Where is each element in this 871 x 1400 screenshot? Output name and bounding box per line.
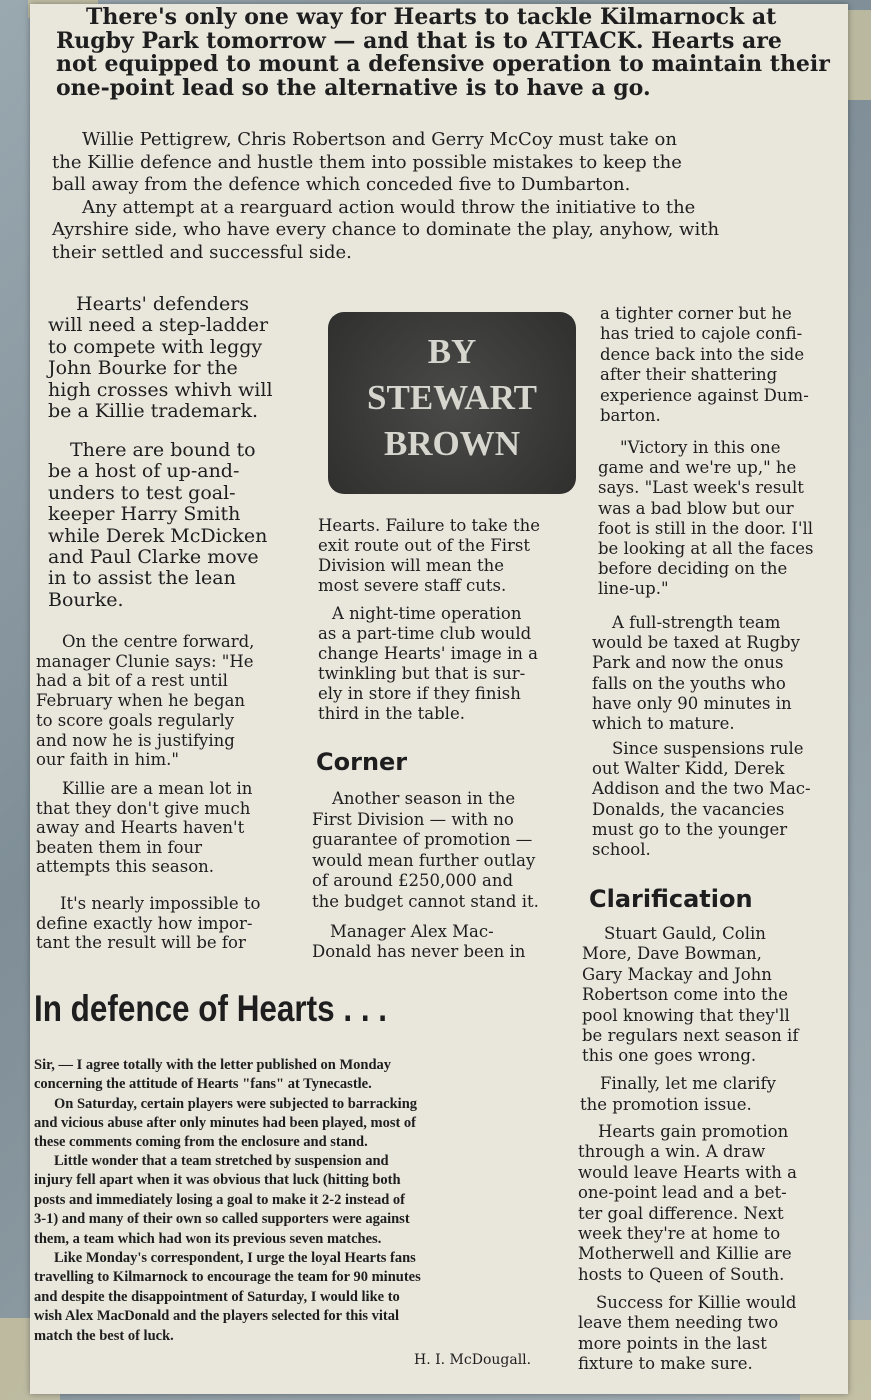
text-line: be a Killie trademark. [48,400,259,422]
text-line: Killie are a mean lot in [62,779,253,798]
newspaper-clipping [30,4,848,1394]
text-line: line-up." [598,579,669,599]
text-line: out Walter Kidd, Derek [592,759,785,779]
text-line: be a host of up-and- [48,460,240,483]
text-line: more points in the last [578,1333,767,1353]
text-line: beaten them in four [36,837,203,857]
text-line: school. [592,840,651,859]
text-line: travelling to Kilmarnock to encourage the team for 90 minutes [34,1269,421,1286]
text-line: Donald has never been in [312,942,526,961]
text-line: Motherwell and Killie are [578,1244,792,1264]
text-line: and Paul Clarke move [48,546,259,568]
text-line: Sir, — I agree totally with the letter published on Monday [34,1057,392,1073]
text-line: have only 90 minutes in [592,693,792,713]
text-line: to score goals regularly [36,710,235,730]
text-line: must go to the younger [592,819,788,839]
text-line: wish Alex MacDonald and the players selected for this vital [34,1308,400,1325]
text-line: our faith in him." [36,750,179,770]
text-line: Finally, let me clarify [600,1074,776,1093]
text-line: Hearts' defenders [76,293,250,315]
text-line: this one goes wrong. [582,1046,757,1066]
letter-signature: H. I. McDougall. [414,1352,532,1368]
letter-heading: In defence of Hearts . . . [34,988,388,1029]
byline-first-name: STEWART [367,378,537,417]
text-line: twinkling but that is sur- [318,664,526,683]
text-line: match the best of luck. [34,1327,174,1344]
text-line: Another season in the [332,789,516,808]
text-line: Robertson come into the [582,985,789,1005]
text-line: falls on the youths who [592,673,786,693]
text-line: and despite the disappointment of Saturday, I would like to [34,1288,400,1305]
text-line: unders to test goal- [48,481,236,504]
text-line: There are bound to [70,439,256,461]
text-line: through a win. A draw [578,1142,766,1162]
text-line: Like Monday's correspondent, I urge the loyal Hearts fans [54,1250,416,1266]
text-line: a tighter corner but he [600,304,792,323]
text-line: Willie Pettigrew, Chris Robertson and Gerry McCoy must take on [82,129,677,150]
text-line: one-point lead so the alternative is to have a go. [56,74,651,101]
text-line: before deciding on the [598,559,788,579]
text-line: says. "Last week's result [598,478,804,498]
text-line: the Killie defence and hustle them into possible mistakes to keep the [52,151,682,173]
clarification-heading: Clarification [589,885,753,913]
text-line: On Saturday, certain players were subjected to barracking [54,1096,418,1112]
text-line: pool knowing that they'll [582,1005,790,1025]
text-line: On the centre forward, [62,632,255,651]
text-line: exit route out of the First [318,536,531,555]
text-line: Addison and the two Mac- [592,779,811,799]
text-line: third in the table. [318,704,465,723]
text-line: Manager Alex Mac- [330,922,494,941]
text-line: game and we're up," he [598,458,797,478]
text-line: of around £250,000 and [312,871,514,890]
text-line: the budget cannot stand it. [312,891,539,911]
text-line: posts and immediately losing a goal to make it 2-2 instead of [34,1191,405,1208]
text-line: Gary Mackay and John [582,964,772,984]
text-line: these comments coming from the enclosure and stand. [34,1134,368,1151]
text-line: was a bad blow but our [598,498,794,518]
text-line: their settled and successful side. [52,241,352,263]
text-line: not equipped to mount a defensive operation to maintain their [56,51,830,77]
text-line: ely in store if they finish [318,684,521,703]
text-line: dence back into the side [600,344,805,364]
text-line: while Derek McDicken [48,524,268,547]
text-line: experience against Dum- [600,385,809,405]
text-line: as a part-time club would [318,624,532,643]
text-line: fixture to make sure. [578,1354,753,1374]
text-line: high crosses whivh will [48,378,273,401]
text-line: keeper Harry Smith [48,503,241,526]
text-line: after their shattering [600,365,778,385]
text-line: injury fell apart when it was obvious that luck (hitting both [34,1172,401,1189]
text-line: hosts to Queen of South. [578,1264,785,1284]
text-line: define exactly how impor- [36,913,253,933]
text-line: 3-1) and many of their own so called supporters were against [34,1211,410,1228]
text-line: Any attempt at a rearguard action would throw the initiative to the [82,196,696,218]
text-line: in to assist the lean [48,567,236,590]
text-line: change Hearts' image in a [318,644,538,663]
text-line: week they're at home to [578,1224,781,1243]
text-line: Hearts. Failure to take the [318,516,541,535]
text-line: away and Hearts haven't [36,818,245,838]
text-line: barton. [600,406,661,425]
text-line: A full-strength team [612,613,781,632]
text-line: Hearts gain promotion [598,1122,789,1141]
text-line: ball away from the defence which conceded five to Dumbarton. [52,174,631,195]
text-line: them, a team which had won its previous seven matches. [34,1230,382,1247]
text-line: leave them needing two [578,1313,779,1333]
text-line: Since suspensions rule [612,739,804,758]
text-line: to compete with leggy [48,335,263,358]
text-line: Rugby Park tomorrow — and that is to ATTACK. Hearts are [56,27,782,54]
text-line: ter goal difference. Next [578,1203,784,1223]
byline-by: BY [427,332,477,371]
text-line: Ayrshire side, who have every chance to dominate the play, anyhow, with [52,219,720,240]
text-line: would be taxed at Rugby [592,633,800,653]
text-line: tant the result will be for [36,933,246,953]
text-line: attempts this season. [36,857,215,877]
byline-surname: BROWN [383,424,521,463]
text-line: Success for Killie would [596,1293,797,1312]
text-line: Bourke. [48,588,124,611]
text-line: manager Clunie says: "He [36,651,254,671]
text-line: would mean further outlay [312,850,536,870]
text-line: has tried to cajole confi- [600,324,803,344]
text-line: Division will mean the [318,556,504,575]
text-line: and vicious abuse after only minutes had been played, most of [34,1115,417,1132]
text-line: foot is still in the door. I'll [598,518,814,538]
text-line: would leave Hearts with a [578,1162,797,1182]
text-line: A night-time operation [332,604,522,623]
byline-box [328,312,576,494]
text-line: There's only one way for Hearts to tackle Kilmarnock at [86,4,777,30]
text-line: guarantee of promotion — [312,830,533,849]
text-line: be looking at all the faces [598,539,814,558]
text-line: John Bourke for the [48,357,238,380]
text-line: Donalds, the vacancies [592,799,785,819]
text-line: February when he began [36,691,246,711]
text-line: concerning the attitude of Hearts "fans" at Tynecastle. [34,1076,372,1093]
text-line: one-point lead and a bet- [578,1183,787,1203]
corner-heading: Corner [316,748,408,776]
text-line: and now he is justifying [36,730,235,750]
text-line: will need a step-ladder [48,314,269,337]
text-line: which to mature. [592,714,735,733]
text-line: most severe staff cuts. [318,576,507,595]
text-line: had a bit of a rest until [36,671,228,691]
text-line: "Victory in this one [620,438,781,457]
text-line: Park and now the onus [592,653,784,673]
text-line: that they don't give much [36,798,251,818]
text-line: be regulars next season if [582,1026,799,1045]
text-line: It's nearly impossible to [60,894,261,913]
text-line: Stuart Gauld, Colin [604,924,766,943]
text-line: the promotion issue. [580,1095,752,1114]
text-line: Little wonder that a team stretched by suspension and [54,1153,389,1169]
text-line: More, Dave Bowman, [582,944,762,964]
text-line: First Division — with no [312,809,514,829]
